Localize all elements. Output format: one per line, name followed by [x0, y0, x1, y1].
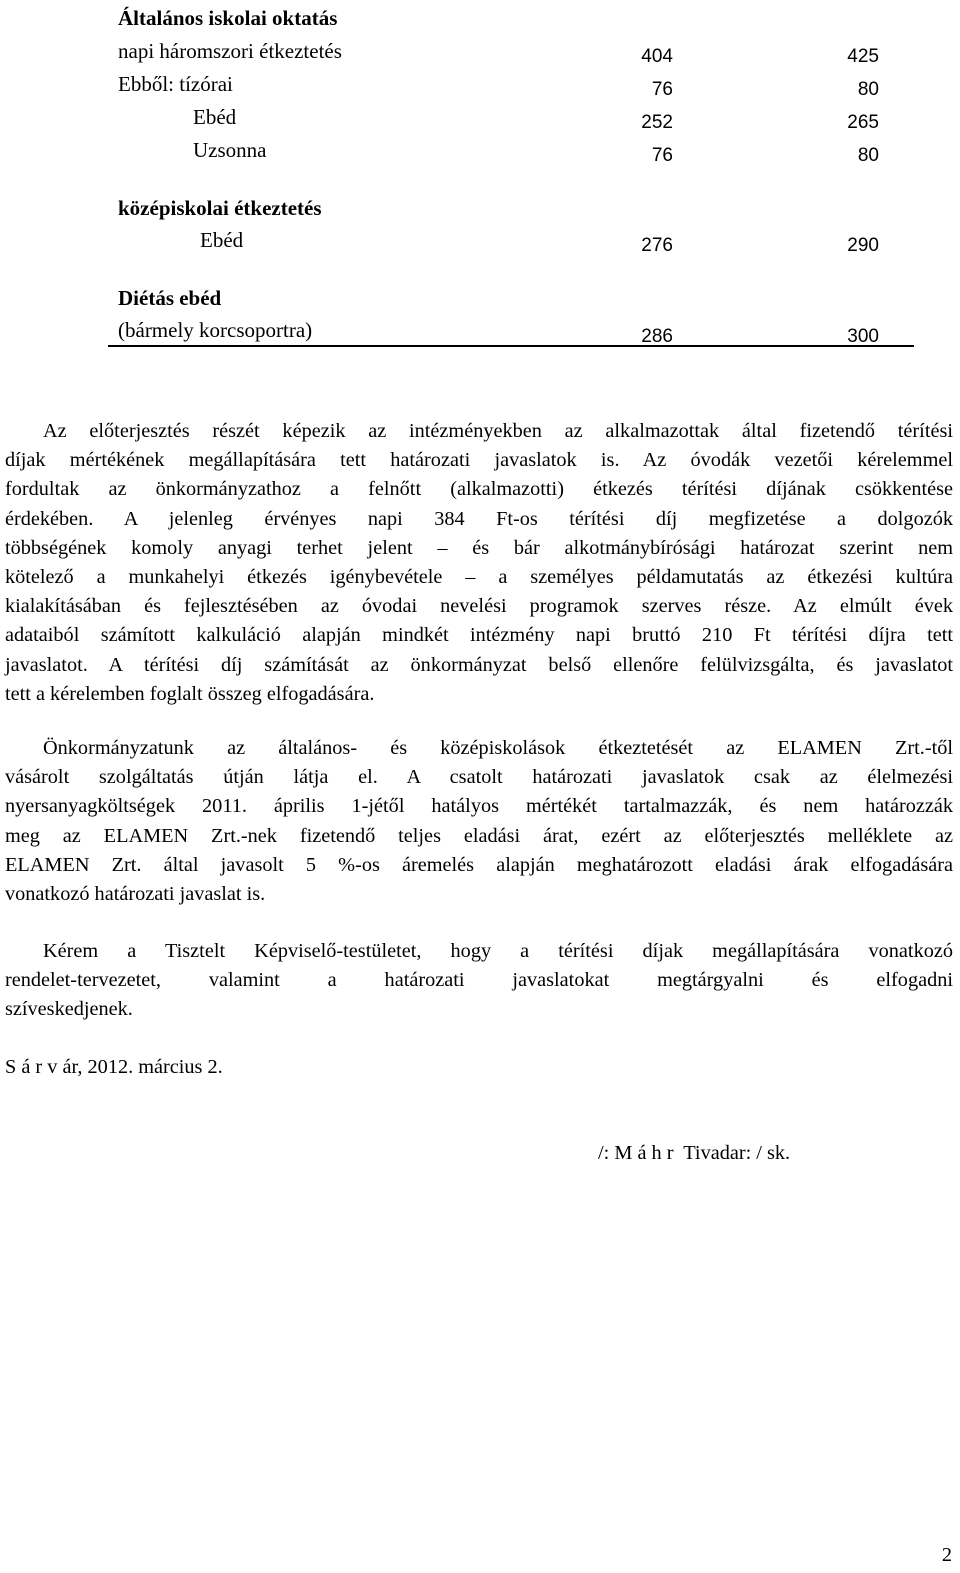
paragraph-line: adataiból számított kalkuláció alapján mindkét intézmény napi bruttó 210 Ft térítési díjra tett: [5, 624, 953, 647]
table-heading-elementary: Általános iskolai oktatás: [118, 6, 338, 30]
value-ebed-col2: 265: [847, 112, 879, 133]
row-label-ebed: Ebéd: [193, 105, 237, 129]
table-bottom-rule: [108, 345, 914, 347]
paragraph-line: többségének komoly anyagi terhet jelent – és bár alkotmánybírósági határozat szerint nem: [5, 536, 953, 559]
paragraph-line: Az előterjesztés részét képezik az intézményekben az alkalmazottak által fizetendő térítési: [43, 420, 953, 442]
paragraph-line: érdekében. A jelenleg érvényes napi 384 Ft-os térítési díj megfizetése a dolgozók: [5, 507, 953, 530]
row-label-tizorai: Ebből: tízórai: [118, 72, 233, 96]
value-napi-col2: 425: [847, 46, 879, 67]
value-ebed-col1: 252: [641, 112, 673, 133]
paragraph-line: nyersanyagköltségek 2011. április 1-jétől hatályos mértékét tartalmazzák, és nem határozzák: [5, 795, 953, 818]
value-uzsonna-col2: 80: [857, 145, 879, 166]
paragraph-1: [5, 417, 953, 709]
page-number: 2: [941, 1544, 952, 1566]
value-kozep-ebed-col2: 290: [847, 235, 879, 256]
paragraph-line: vásárolt szolgáltatás útján látja el. A csatolt határozati javaslatok csak az élelmezési: [5, 766, 953, 789]
value-tizorai-col1: 76: [651, 79, 673, 100]
table-heading-secondary: középiskolai étkeztetés: [118, 196, 322, 220]
paragraph-line: meg az ELAMEN Zrt.-nek fizetendő teljes eladási árat, ezért az előterjesztés melléklete az: [5, 824, 953, 847]
paragraph-line: Önkormányzatunk az általános- és középiskolások étkeztetését az ELAMEN Zrt.-től: [43, 737, 953, 759]
row-label-three-meals: napi háromszori étkeztetés: [118, 39, 342, 63]
paragraph-line: díjak mértékének megállapítására tett határozati javaslatok is. Az óvodák vezetői kérelemmel: [5, 449, 953, 472]
value-kozep-ebed-col1: 276: [641, 235, 673, 256]
value-tizorai-col2: 80: [857, 79, 879, 100]
paragraph-line: javaslatot. A térítési díj számítását az önkormányzat belső ellenőre felülvizsgálta, és javaslatot: [5, 653, 953, 676]
row-label-diet-sub: (bármely korcsoportra): [118, 318, 313, 342]
paragraph-line: tett a kérelemben foglalt összeg elfogadására.: [5, 682, 375, 705]
paragraph-line: szíveskedjenek.: [5, 998, 133, 1021]
paragraph-line: Kérem a Tisztelt Képviselő-testületet, hogy a térítési díjak megállapítására vonatkozó: [43, 940, 953, 962]
row-label-uzsonna: Uzsonna: [193, 138, 267, 162]
paragraph-2: [5, 734, 953, 909]
paragraph-line: kötelező a munkahelyi étkezés igénybevétele – a személyes példamutatás az étkezési kultúra: [5, 566, 953, 589]
paragraph-line: fordultak az önkormányzathoz a felnőtt (alkalmazotti) étkezés térítési díjának csökkentése: [5, 478, 953, 501]
paragraph-line: kialakításában és fejlesztésében az óvodai nevelési programok szerves része. Az elmúlt évek: [5, 595, 953, 618]
value-napi-col1: 404: [641, 46, 673, 67]
paragraph-3: [5, 937, 953, 1025]
value-dieta-col2: 300: [847, 326, 879, 347]
row-label-secondary-ebed: Ebéd: [200, 228, 244, 252]
paragraph-line: vonatkozó határozati javaslat is.: [5, 883, 266, 906]
paragraph-line: ELAMEN Zrt. által javasolt 5 %-os áremelés alapján meghatározott eladási árak elfogadására: [5, 853, 953, 876]
date-line: S á r v ár, 2012. március 2.: [5, 1056, 223, 1078]
paragraph-line: rendelet-tervezetet, valamint a határozati javaslatokat megtárgyalni és elfogadni: [5, 969, 953, 992]
value-uzsonna-col1: 76: [651, 145, 673, 166]
table-heading-diet: Diétás ebéd: [118, 286, 222, 310]
signature: /: M á h r Tivadar: / sk.: [598, 1142, 791, 1164]
value-dieta-col1: 286: [641, 326, 673, 347]
